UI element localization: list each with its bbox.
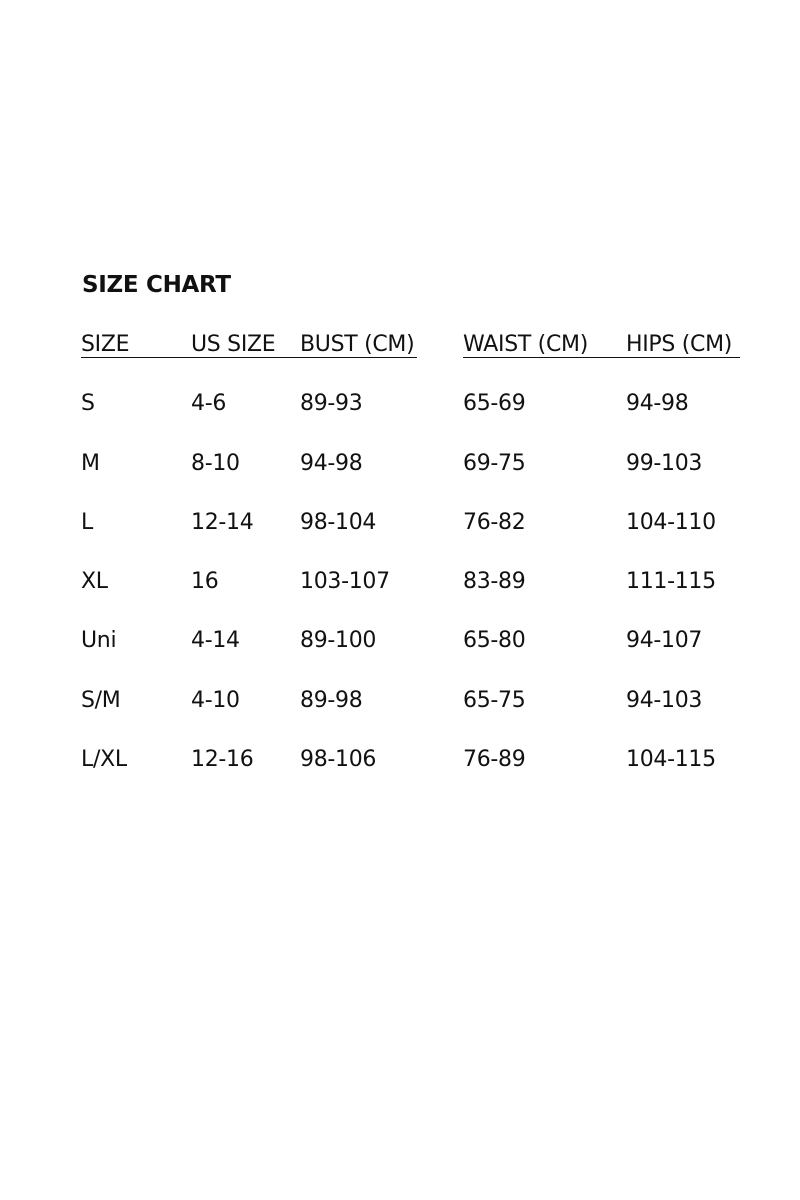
hips-cell: 111-115 (626, 569, 716, 594)
header-bust: BUST (CM) (300, 332, 415, 357)
size-cell: L (81, 510, 93, 535)
table-row (0, 746, 800, 778)
size-cell: L/XL (81, 747, 127, 772)
bust-cell: 103-107 (300, 569, 390, 594)
page-title: SIZE CHART (82, 272, 231, 298)
table-row (0, 568, 800, 600)
us-size-cell: 4-6 (191, 391, 227, 416)
size-cell: S (81, 391, 95, 416)
size-cell: Uni (81, 628, 117, 653)
us-size-cell: 12-16 (191, 747, 254, 772)
bust-cell: 89-100 (300, 628, 377, 653)
header-waist: WAIST (CM) (463, 332, 588, 357)
table-row (0, 627, 800, 659)
hips-cell: 94-107 (626, 628, 703, 653)
size-cell: XL (81, 569, 108, 594)
us-size-cell: 4-10 (191, 688, 240, 713)
waist-cell: 65-69 (463, 391, 526, 416)
bust-cell: 98-104 (300, 510, 377, 535)
waist-cell: 69-75 (463, 451, 526, 476)
hips-cell: 104-115 (626, 747, 716, 772)
hips-cell: 104-110 (626, 510, 716, 535)
waist-cell: 76-89 (463, 747, 526, 772)
bust-cell: 89-98 (300, 688, 363, 713)
hips-cell: 94-103 (626, 688, 703, 713)
table-row (0, 509, 800, 541)
us-size-cell: 12-14 (191, 510, 254, 535)
table-header-row (0, 331, 800, 363)
us-size-cell: 16 (191, 569, 219, 594)
bust-cell: 94-98 (300, 451, 363, 476)
table-row (0, 390, 800, 422)
header-us-size: US SIZE (191, 332, 276, 357)
us-size-cell: 4-14 (191, 628, 240, 653)
bust-cell: 89-93 (300, 391, 363, 416)
hips-cell: 94-98 (626, 391, 689, 416)
bust-cell: 98-106 (300, 747, 377, 772)
header-size: SIZE (81, 332, 130, 357)
waist-cell: 65-80 (463, 628, 526, 653)
size-cell: M (81, 451, 100, 476)
table-row (0, 450, 800, 482)
header-hips: HIPS (CM) (626, 332, 733, 357)
header-underline-right (463, 357, 740, 358)
waist-cell: 83-89 (463, 569, 526, 594)
table-row (0, 687, 800, 719)
waist-cell: 76-82 (463, 510, 526, 535)
waist-cell: 65-75 (463, 688, 526, 713)
header-underline-left (81, 357, 417, 358)
size-cell: S/M (81, 688, 121, 713)
us-size-cell: 8-10 (191, 451, 240, 476)
hips-cell: 99-103 (626, 451, 703, 476)
